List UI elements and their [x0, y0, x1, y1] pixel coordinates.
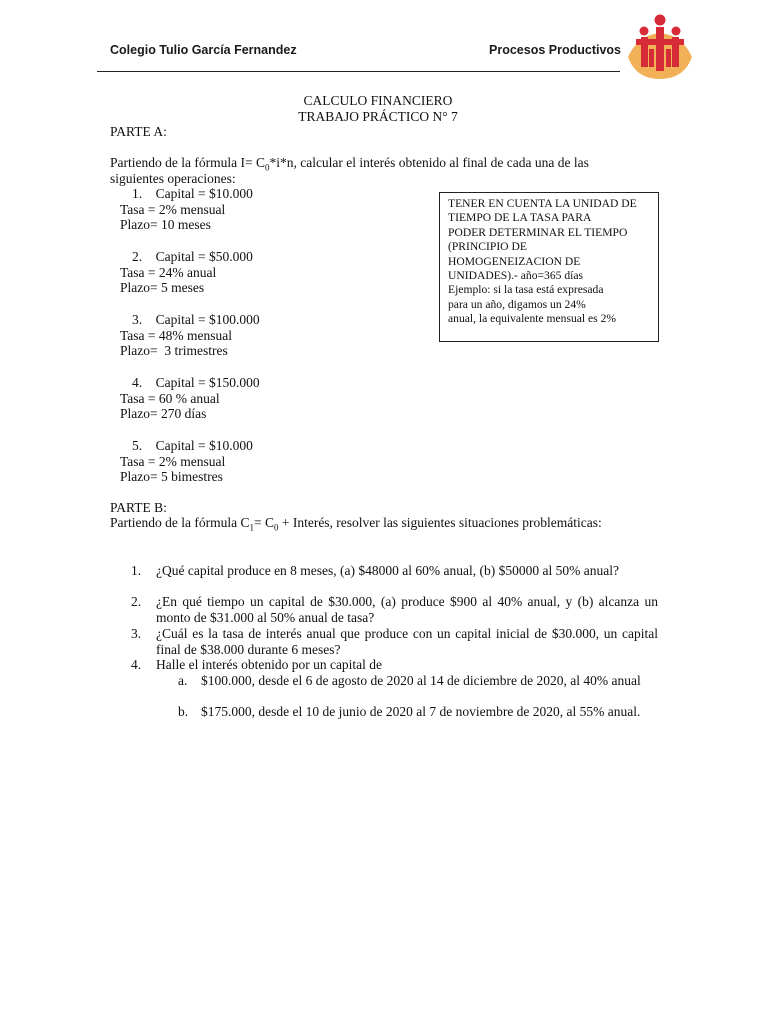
header-rule [97, 71, 620, 72]
title-line-2: TRABAJO PRÁCTICO N° 7 [298, 108, 458, 124]
parte-a-intro-line2: siguientes operaciones: [110, 171, 236, 186]
family-figures-logo-icon [624, 13, 696, 81]
operation-2: 2. Capital = $50.000 Tasa = 24% anual Plazo= 5 meses [120, 249, 253, 296]
problem-4: 4. Halle el interés obtenido por un capital de [131, 657, 383, 672]
problem-2: 2. ¿En qué tiempo un capital de $30.000, (a) produce $900 al 40% anual, y (b) alcanza un monto de $31.000 al 50% anual de tasa? [131, 594, 658, 625]
operation-3: 3. Capital = $100.000 Tasa = 48% mensual Plazo= 3 trimestres [120, 312, 260, 359]
problem-1: 1. ¿Qué capital produce en 8 meses, (a) $48000 al 60% anual, (b) $50000 al 50% anual? [131, 563, 619, 578]
subject-name: Procesos Productivos [489, 43, 621, 57]
school-name: Colegio Tulio García Fernandez [110, 43, 297, 57]
parte-b-heading: PARTE B: [110, 500, 167, 515]
problem-4b: b. $175.000, desde el 10 de junio de 2020 al 7 de noviembre de 2020, al 55% anual. [178, 704, 641, 719]
homogenization-note-box: TENER EN CUENTA LA UNIDAD DE TIEMPO DE LA TASA PARA PODER DETERMINAR EL TIEMPO (PRINCIPIO DE HOMOGENEIZACION DE UNIDADES).- año=365 días Ejemplo: si la tasa está expresada para un año, digamos un 24% anual, la equivalente mensual es 2% [439, 192, 659, 342]
title-line-1: CALCULO FINANCIERO [303, 93, 453, 108]
operation-4: 4. Capital = $150.000 Tasa = 60 % anual Plazo= 270 días [120, 375, 260, 422]
parte-a-heading: PARTE A: [110, 124, 167, 139]
problem-3: 3. ¿Cuál es la tasa de interés anual que produce con un capital inicial de $30.000, un capital final de $38.000 durante 6 meses? [131, 626, 658, 657]
problem-4a: a. $100.000, desde el 6 de agosto de 2020 al 14 de diciembre de 2020, al 40% anual [178, 673, 641, 688]
parte-a-intro: Partiendo de la fórmula $I= C_0*i*n$, calcular el interés obtenido al final de cada una de las [110, 155, 589, 173]
parte-b-intro: Partiendo de la fórmula $C_1= C_0$ + Interés, resolver las siguientes situaciones problemáticas: [110, 515, 602, 533]
operation-5: 5. Capital = $10.000 Tasa = 2% mensual Plazo= 5 bimestres [120, 438, 253, 485]
operation-1: 1. Capital = $10.000 Tasa = 2% mensual Plazo= 10 meses [120, 186, 253, 233]
document-titles [110, 93, 646, 124]
